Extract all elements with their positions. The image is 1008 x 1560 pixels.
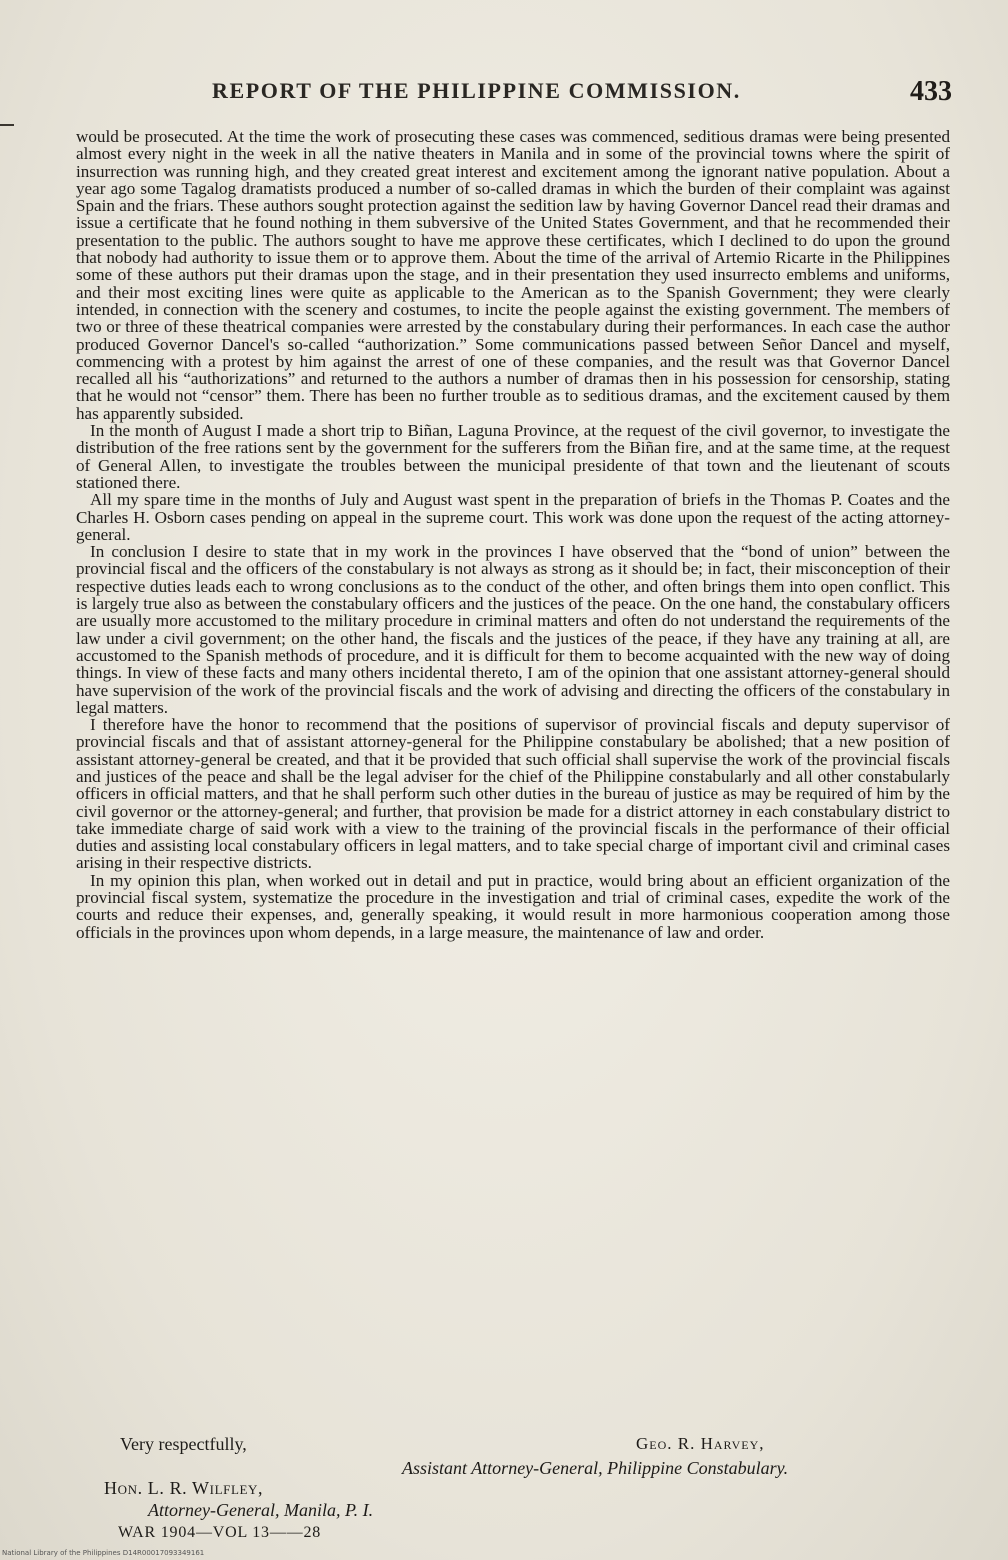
page-header (212, 76, 952, 110)
paragraph-briefs: All my spare time in the months of July and August wast spent in the preparation of briefs in the Thomas P. Coates and the Charles H. Osborn cases pending on appeal in the supreme court. This work was done upon the request of the acting attorney-general. (76, 490, 950, 544)
paragraph-seditious-dramas: would be prosecuted. At the time the work of prosecuting these cases was commenced, seditious dramas were being presented almost every night in the week in all the native theaters in Manila and in some of the provincial towns where the spirit of insurrection was running high, and they created great interest and excitement among the ignorant native population. About a year ago some Tagalog dramatists produced a number of so-called dramas in which the burden of their complaint was against Spain and the friars. These authors sought protection against the sedition law by having Governor Dancel read their dramas and issue a certificate that he found nothing in them subversive of the United States Government, and that he recommended their presentation to the public. The authors sought to have me approve these certificates, which I declined to do upon the ground that nobody had authority to issue them or to approve them. About the time of the arrival of Artemio Ricarte in the Philippines some of these authors put their dramas upon the stage, and in their presentation they used insurrecto emblems and uniforms, and their most exciting lines were quite as applicable to the American as to the Spanish Government; they were clearly intended, in connection with the scenery and costumes, to incite the people against the existing government. The members of two or three of these theatrical companies were arrested by the constabulary during their performances. In each case the author produced Governor Dancel's so-called “authorization.” Some communications passed between Señor Dancel and myself, commencing with a protest by him against the arrest of one of these companies, and the result was that Governor Dancel recalled all his “authorizations” and returned to the authors a number of dramas then in his possession for censorship, stating that he would not “censor” them. There has been no further trouble as to seditious dramas, and the excitement caused by them has apparently subsided. (76, 127, 950, 423)
signer-name: Geo. R. Harvey, (636, 1434, 765, 1453)
paragraph-binan-trip: In the month of August I made a short trip to Biñan, Laguna Province, at the request of the civil governor, to investigate the distribution of the free rations sent by the government for the sufferers from the Biñan fire, and at the same time, at the request of General Allen, to investigate the troubles between the municipal presidente of that town and the lieutenant of scouts stationed there. (76, 421, 950, 492)
page-number: 433 (910, 76, 952, 107)
library-watermark: National Library of the Philippines D14R00017093349161 (2, 1549, 205, 1557)
margin-mark (0, 124, 14, 126)
addressee-title: Attorney-General, Manila, P. I. (148, 1500, 374, 1520)
paragraph-opinion: In my opinion this plan, when worked out in detail and put in practice, would bring about an efficient organization of the provincial fiscal system, systematize the procedure in the investigation and trial of criminal cases, expedite the work of the courts and reduce their expenses, and, generally speaking, it would result in more harmonious cooperation among those officials in the provinces upon whom depends, in a large measure, the maintenance of law and order. (76, 870, 950, 942)
paragraph-recommendation: I therefore have the honor to recommend that the positions of supervisor of provincial fiscals and deputy supervisor of provincial fiscals and that of assistant attorney-general for the Philippine constabulary be abolished; that a new position of assistant attorney-general be created, and that it be provided that such official shall supervise the work of the provincial fiscals and justices of the peace and shall be the legal adviser for the chief of the Philippine constabularly and all other constabularly officers in official matters, and that he shall perform such other duties in the bureau of justice as may be required of him by the civil governor or the attorney-general; and further, that provision be made for a district attorney in each constabulary district to take immediate charge of said work with a view to the training of the provincial fiscals in the performance of their official duties and assisting local constabulary officers in legal matters, and to take special charge of important civil and criminal cases arising in their respective districts. (76, 715, 950, 873)
paragraph-conclusion: In conclusion I desire to state that in my work in the provinces I have observed that the “bond of union” between the provincial fiscal and the officers of the constabulary is not always as strong as it should be; in fact, their misconception of their respective duties leads each to wrong conclusions as to the conduct of the other, and often brings them into open conflict. This is largely true also as between the constabulary officers and the justices of the peace. On the one hand, the constabulary officers are usually more accustomed to the military procedure in criminal matters and often do not understand the requirements of the law under a civil government; on the other hand, the fiscals and the justices of the peace, if they have any training at all, are accustomed to the Spanish methods of procedure, and it is difficult for them to become acquainted with the new way of doing things. In view of these facts and many others incidental thereto, I am of the opinion that one assistant attorney-general should have supervision of the work of the provincial fiscals and the work of advising and directing the officers of the constabulary in legal matters. (76, 542, 950, 717)
signer-title: Assistant Attorney-General, Philippine Constabulary. (402, 1458, 789, 1478)
signature-line: WAR 1904—VOL 13——28 (118, 1524, 322, 1541)
salutation: Very respectfully, (120, 1434, 247, 1454)
addressee-name: Hon. L. R. Wilfley, (104, 1478, 264, 1498)
running-title: REPORT OF THE PHILIPPINE COMMISSION. (212, 78, 741, 103)
report-body (76, 128, 950, 941)
